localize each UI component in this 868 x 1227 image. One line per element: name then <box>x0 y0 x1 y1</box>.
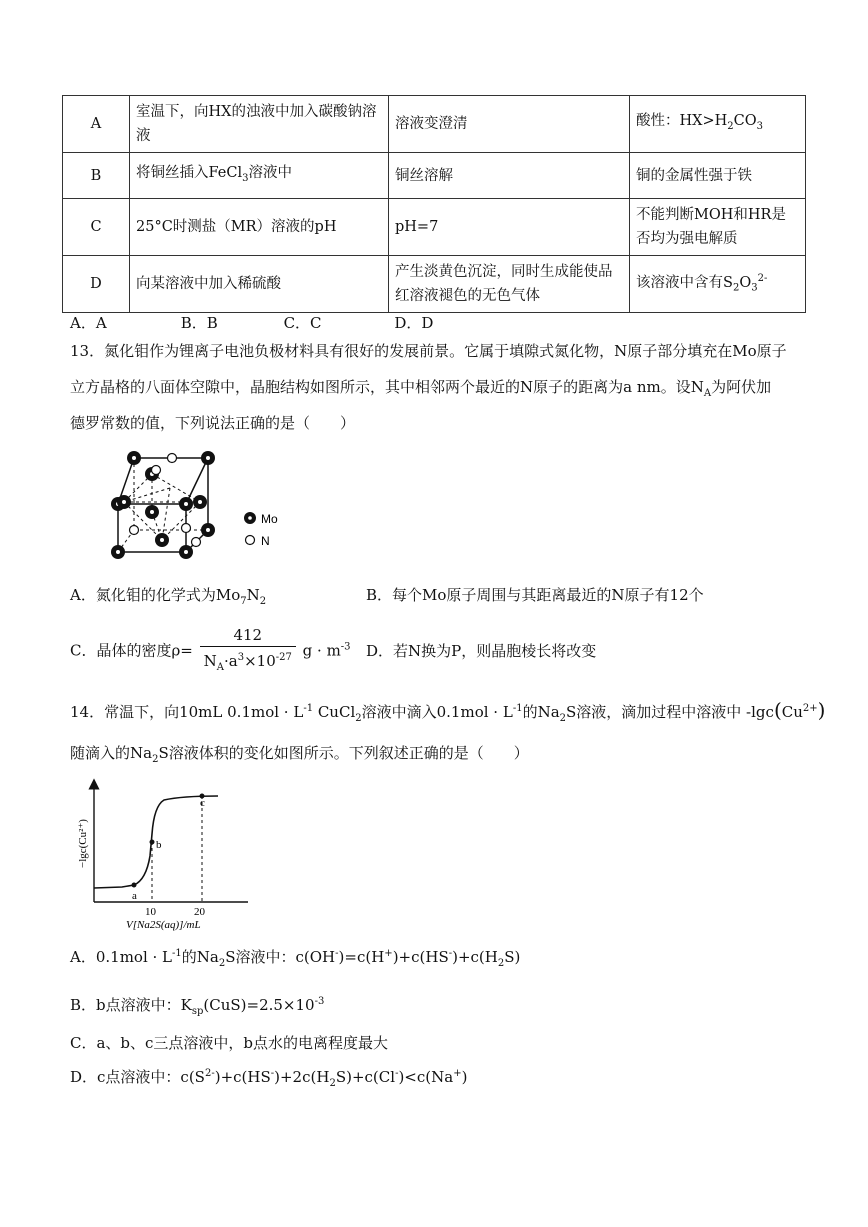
phenomenon-cell: 溶液变澄清 <box>389 96 630 153</box>
conclusion-cell: 酸性：$HX>H_2CO_3$ <box>630 96 806 153</box>
conclusion-cell: 铜的金属性强于铁 <box>630 153 806 199</box>
q13-option-a[interactable]: A．氮化钼的化学式为$Mo_7N_2$ <box>70 586 267 607</box>
q13-stem-line3: 德罗常数的值，下列说法正确的是（ ） <box>70 414 356 432</box>
operation-cell: 室温下，向HX的浊液中加入碳酸钠溶液 <box>130 96 389 153</box>
q14-option-c[interactable]: C．a、b、c三点溶液中，b点水的电离程度最大 <box>70 1034 389 1052</box>
phenomenon-cell: pH=7 <box>389 199 630 256</box>
phenomenon-cell: 铜丝溶解 <box>389 153 630 199</box>
legend-n-label: N <box>261 534 270 548</box>
q14-stem-line1: 14．常温下，向10mL $0.1mol \cdot L^{-1}$ CuCl$_2$溶液中滴入$0.1mol \cdot L^{-1}$的$Na_2S$溶液，滴加过程中溶液中 $-\lg c(Cu^{2+})$ <box>70 698 826 724</box>
operation-cell: 将铜丝插入FeCl$_3$溶液中 <box>130 153 389 199</box>
q12-option-b[interactable]: B．B <box>180 314 218 332</box>
q12-option-d[interactable]: D．D <box>394 314 434 332</box>
q13-option-c[interactable]: C．晶体的密度ρ= $\frac{412}{N_A\cdot a^3\times 10^{-27}}$ $g \cdot m^{-3}$ <box>70 624 351 679</box>
point-c-label: c <box>200 797 205 809</box>
legend-mo-label: Mo <box>261 512 278 526</box>
q14-option-b[interactable]: B．b点溶液中：$K_{sp}(CuS)=2.5\times 10^{-3}$ <box>70 996 325 1017</box>
option-cell: C <box>63 199 130 256</box>
q13-stem-line2: 立方晶格的八面体空隙中，晶胞结构如图所示，其中相邻两个最近的N原子的距离为a nm。设$N_A$为阿伏加 <box>70 378 772 399</box>
experiment-table <box>62 95 806 313</box>
conclusion-cell: 该溶液中含有$S_2O_3^{2-}$ <box>630 256 806 313</box>
table-row <box>63 256 806 313</box>
q14-option-d[interactable]: D．c点溶液中：$c(S^{2-})+c(HS^-)+2c(H_2S)+c(Cl^-)<c(Na^+)$ <box>70 1068 468 1089</box>
density-fraction: $\frac{412}{N_A\cdot a^3\times 10^{-27}}$ <box>200 624 296 679</box>
q13-stem-line1: 13．氮化钼作为锂离子电池负极材料具有很好的发展前景。它属于填隙式氮化物，N原子部分填充在Mo原子 <box>70 342 787 360</box>
x-tick-20: 20 <box>194 906 205 918</box>
option-cell: B <box>63 153 130 199</box>
operation-cell: 25°C时测盐（MR）溶液的pH <box>130 199 389 256</box>
titration-curve-chart <box>72 776 262 936</box>
crystal-cell-diagram <box>100 444 300 564</box>
q12-option-c[interactable]: C．C <box>283 314 322 332</box>
q12-answer-options <box>70 312 433 333</box>
point-a-label: a <box>132 890 137 902</box>
option-cell: A <box>63 96 130 153</box>
table-row <box>63 96 806 153</box>
point-a <box>132 883 137 888</box>
point-b-label: b <box>156 839 162 851</box>
q14-stem-line2: 随滴入的$Na_2S$溶液体积的变化如图所示。下列叙述正确的是（ ） <box>70 744 529 765</box>
y-axis-label: −lgc(Cu²⁺) <box>77 819 89 868</box>
q12-option-a[interactable]: A．A <box>70 314 107 332</box>
option-cell: D <box>63 256 130 313</box>
x-tick-10: 10 <box>145 906 156 918</box>
q13-option-d[interactable]: D．若N换为P，则晶胞棱长将改变 <box>366 642 597 660</box>
q13-option-b[interactable]: B．每个Mo原子周围与其距离最近的N原子有12个 <box>366 586 704 604</box>
x-axis-label: V[Na2S(aq)]/mL <box>126 919 201 931</box>
conclusion-cell: 不能判断MOH和HR是否均为强电解质 <box>630 199 806 256</box>
table-row <box>63 199 806 256</box>
point-b <box>150 840 155 845</box>
phenomenon-cell: 产生淡黄色沉淀，同时生成能使品红溶液褪色的无色气体 <box>389 256 630 313</box>
table-row <box>63 153 806 199</box>
operation-cell: 向某溶液中加入稀硫酸 <box>130 256 389 313</box>
q14-option-a[interactable]: A．$0.1mol \cdot L^{-1}$的$Na_2S$溶液中：$c(OH^-)=c(H^+)+c(HS^-)+c(H_2S)$ <box>70 948 521 969</box>
